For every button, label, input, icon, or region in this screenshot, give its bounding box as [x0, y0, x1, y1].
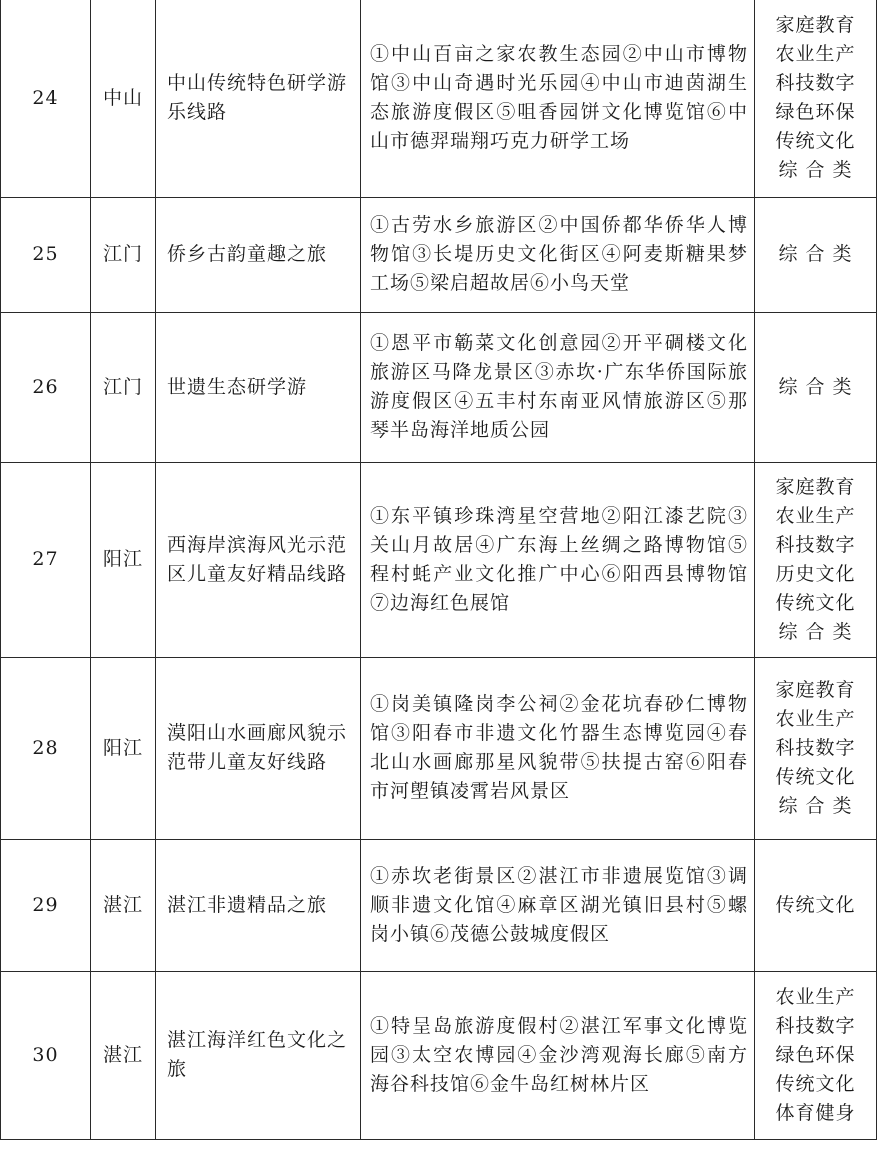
category-tag: 传统文化	[775, 130, 856, 153]
table-row	[1, 971, 877, 1139]
route-categories	[755, 462, 877, 657]
category-tag: 科技数字	[775, 533, 856, 556]
route-sites: ①赤坎老街景区②湛江市非遗展览馆③调顺非遗文化馆④麻章区湖光镇旧县村⑤螺岗小镇⑥茂德公鼓城度假区	[361, 839, 755, 971]
category-tag: 体育健身	[775, 1101, 856, 1124]
table-row	[1, 197, 877, 312]
route-name: 侨乡古韵童趣之旅	[156, 197, 361, 312]
category-tag: 家庭教育	[775, 475, 856, 498]
route-categories	[755, 839, 877, 971]
row-number: 27	[1, 462, 91, 657]
category-tag: 传统文化	[775, 591, 856, 614]
city-cell: 湛江	[91, 971, 156, 1139]
category-tag: 农业生产	[775, 504, 856, 527]
route-name: 世遗生态研学游	[156, 312, 361, 462]
category-tag: 传统文化	[775, 765, 856, 788]
route-name: 西海岸滨海风光示范区儿童友好精品线路	[156, 462, 361, 657]
category-tag: 综 合 类	[778, 243, 853, 265]
category-tag: 综 合 类	[778, 794, 853, 817]
route-sites: ①东平镇珍珠湾星空营地②阳江漆艺院③关山月故居④广东海上丝绸之路博物馆⑤程村蚝产业文化推广中心⑥阳西县博物馆⑦边海红色展馆	[361, 462, 755, 657]
category-tag: 历史文化	[775, 562, 856, 585]
row-number: 30	[1, 971, 91, 1139]
route-categories	[755, 312, 877, 462]
category-tag: 农业生产	[775, 707, 856, 730]
route-categories	[755, 0, 877, 197]
row-number: 26	[1, 312, 91, 462]
route-categories	[755, 657, 877, 839]
route-categories	[755, 197, 877, 312]
category-tag: 绿色环保	[775, 1043, 856, 1066]
table-row	[1, 839, 877, 971]
city-cell: 阳江	[91, 462, 156, 657]
route-name: 湛江海洋红色文化之旅	[156, 971, 361, 1139]
category-tag: 农业生产	[775, 985, 856, 1008]
table-row	[1, 462, 877, 657]
category-tag: 绿色环保	[775, 101, 856, 124]
category-tag: 综 合 类	[778, 620, 853, 643]
route-sites: ①古劳水乡旅游区②中国侨都华侨华人博物馆③长堤历史文化街区④阿麦斯糖果梦工场⑤梁启超故居⑥小鸟天堂	[361, 197, 755, 312]
route-name: 湛江非遗精品之旅	[156, 839, 361, 971]
category-tag: 传统文化	[775, 1072, 856, 1095]
table-row	[1, 0, 877, 197]
row-number: 24	[1, 0, 91, 197]
category-tag: 农业生产	[775, 43, 856, 66]
category-tag: 家庭教育	[775, 14, 856, 37]
city-cell: 湛江	[91, 839, 156, 971]
category-tag: 综 合 类	[778, 159, 853, 182]
category-tag: 科技数字	[775, 736, 856, 759]
category-tag: 传统文化	[775, 893, 856, 916]
route-sites: ①岗美镇隆岗李公祠②金花坑春砂仁博物馆③阳春市非遗文化竹器生态博览园④春北山水画廊那星风貌带⑤扶提古窑⑥阳春市河塱镇凌霄岩风景区	[361, 657, 755, 839]
route-sites: ①中山百亩之家农教生态园②中山市博物馆③中山奇遇时光乐园④中山市迪茵湖生态旅游度假区⑤咀香园饼文化博览馆⑥中山市德羿瑞翔巧克力研学工场	[361, 0, 755, 197]
city-cell: 中山	[91, 0, 156, 197]
row-number: 28	[1, 657, 91, 839]
category-tag: 科技数字	[775, 72, 856, 95]
table-row	[1, 312, 877, 462]
category-tag: 综 合 类	[778, 375, 853, 398]
table-row	[1, 657, 877, 839]
route-categories	[755, 971, 877, 1139]
city-cell: 江门	[91, 312, 156, 462]
route-name: 中山传统特色研学游乐线路	[156, 0, 361, 197]
row-number: 25	[1, 197, 91, 312]
route-sites: ①恩平市簕菜文化创意园②开平碉楼文化旅游区马降龙景区③赤坎·广东华侨国际旅游度假区④五丰村东南亚风情旅游区⑤那琴半岛海洋地质公园	[361, 312, 755, 462]
city-cell: 阳江	[91, 657, 156, 839]
city-cell: 江门	[91, 197, 156, 312]
route-name: 漠阳山水画廊风貌示范带儿童友好线路	[156, 657, 361, 839]
route-sites: ①特呈岛旅游度假村②湛江军事文化博览园③太空农博园④金沙湾观海长廊⑤南方海谷科技馆⑥金牛岛红树林片区	[361, 971, 755, 1139]
category-tag: 家庭教育	[775, 678, 856, 701]
row-number: 29	[1, 839, 91, 971]
category-tag: 科技数字	[775, 1014, 856, 1037]
